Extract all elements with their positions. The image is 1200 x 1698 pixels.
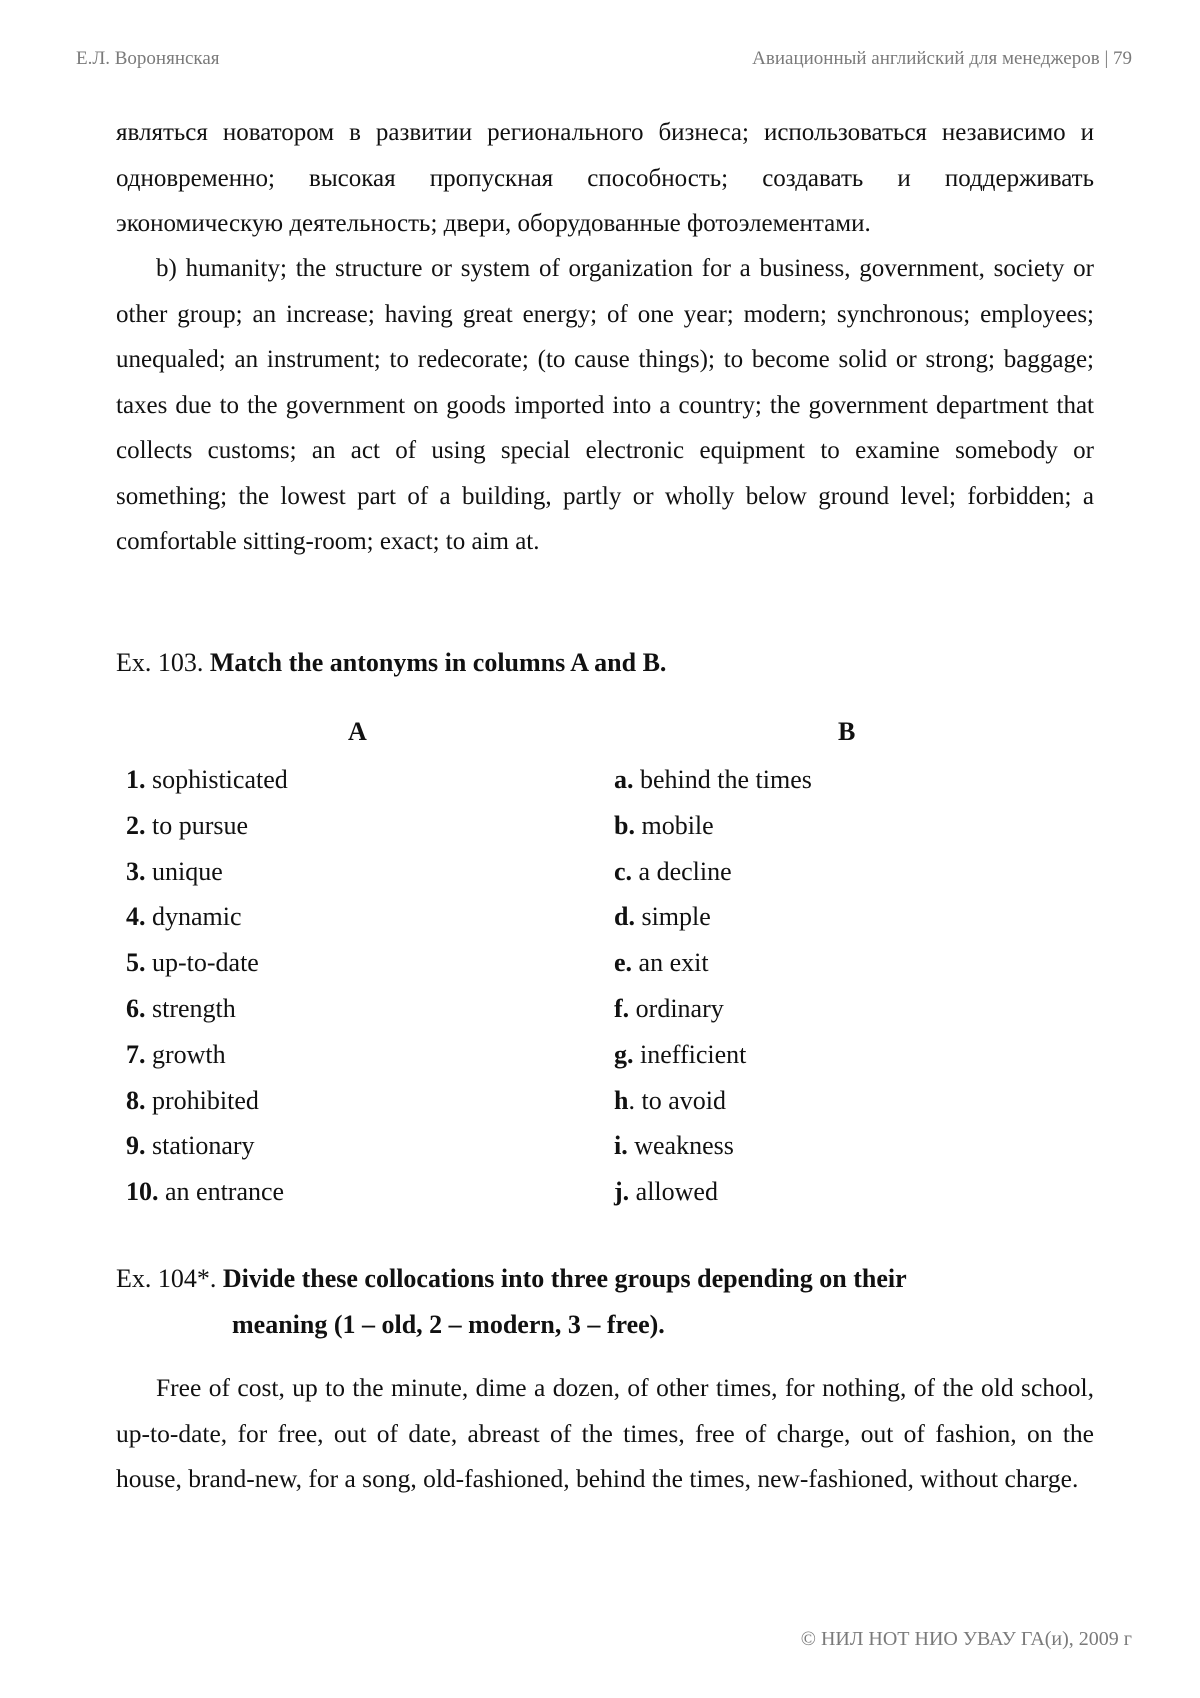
column-a-item: 7. growth: [126, 1039, 226, 1069]
exercise-103-label: Ex. 103.: [116, 648, 210, 677]
exercise-104-heading: [116, 1256, 907, 1348]
column-b-item: i. weakness: [614, 1131, 734, 1161]
column-a-item: 10. an entrance: [126, 1177, 285, 1207]
column-b-item: d. simple: [614, 902, 711, 932]
column-a-item: 1. sophisticated: [126, 765, 288, 794]
column-b-list: [614, 757, 812, 1215]
column-b-item: h. to avoid: [614, 1085, 726, 1115]
column-b-item: c. a decline: [614, 856, 732, 886]
column-b-item: j. allowed: [614, 1177, 718, 1207]
column-b-item: g. inefficient: [614, 1039, 747, 1069]
exercise-103-heading: [116, 648, 666, 678]
exercise-103-instruction: Match the antonyms in columns A and B.: [209, 648, 667, 677]
exercise-104-label: Ex. 104*.: [116, 1264, 223, 1293]
column-a-header: A: [348, 717, 367, 746]
column-a-list: [126, 757, 288, 1215]
column-a-item: 4. dynamic: [126, 902, 242, 932]
column-a-item: 9. stationary: [126, 1131, 255, 1161]
column-b-item: b. mobile: [614, 810, 714, 840]
running-head-title-page: Авиационный английский для менеджеров | 79: [752, 48, 1132, 69]
column-a-item: 2. to pursue: [126, 810, 249, 840]
column-b-header: B: [838, 717, 856, 746]
collocations-paragraph: Free of cost, up to the minute, dime a dozen, of other times, for nothing, of the old school, up-to-date, for free, out of date, abreast of the times, free of charge, out of fashion, on the house, brand-new, for a song, old-fashioned, behind the times, new-fashioned, without charge.: [116, 1373, 1094, 1493]
exercise-104-instruction-line1: Divide these collocations into three groups depending on their: [222, 1264, 907, 1293]
exercise-104-instruction-line2: meaning (1 – old, 2 – modern, 3 – free).: [232, 1310, 665, 1339]
copyright-footer: © НИЛ НОТ НИО УВАУ ГА(и), 2009 г: [800, 1628, 1132, 1650]
column-b-item: e. an exit: [614, 948, 709, 978]
paragraph-english-definitions: b) humanity; the structure or system of organization for a business, government, society or other group; an increase; having great energy; of one year; modern; synchronous; employees; unequaled; an instrument; to redecorate; (to cause things); to become solid or strong; baggage; taxes due to the government on goods imported into a country; the government department that collects customs; an act of using special electronic equipment to examine somebody or something; the lowest part of a building, partly or wholly below ground level; forbidden; a comfortable sitting-room; exact; to aim at.: [116, 255, 1094, 555]
column-a-item: 6. strength: [126, 993, 236, 1023]
column-a-item: 8. prohibited: [126, 1085, 259, 1115]
column-a-item: 3. unique: [126, 856, 223, 886]
column-b-item: f. ordinary: [614, 993, 724, 1023]
paragraph-russian-phrases: являться новатором в развитии регионального бизнеса; использоваться независимо и одновременно; высокая пропускная способность; создавать и поддерживать экономическую деятельность; двери, оборудованные фотоэлементами.: [116, 119, 1094, 237]
column-b-item: a. behind the times: [614, 765, 812, 794]
running-head-author: Е.Л. Воронянская: [76, 48, 220, 69]
column-a-item: 5. up-to-date: [126, 948, 259, 978]
